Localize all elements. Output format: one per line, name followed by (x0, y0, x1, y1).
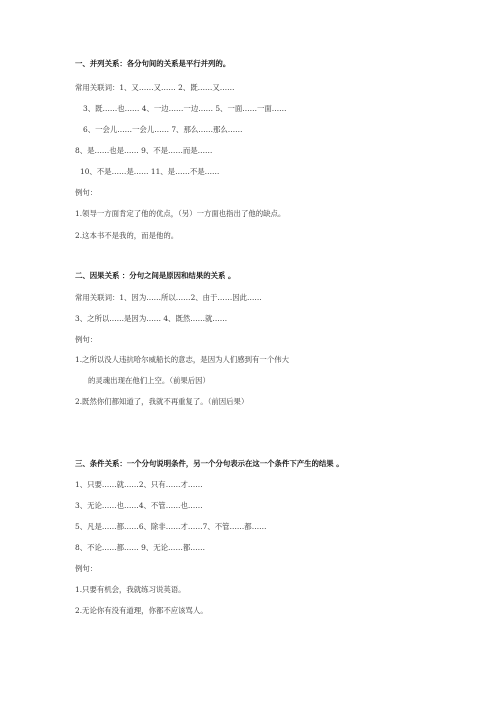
example-label: 例句： (75, 188, 98, 197)
connective-line: 10、不是……是…… 11、是……不是…… (80, 167, 220, 176)
example-label: 例句： (75, 335, 98, 344)
section-heading: 三、条件关系：一个分句说明条件，另一个分句表示在这一个条件下产生的结果 。 (75, 459, 344, 468)
example-sentence: 1.只要有机会，我就练习说英语。 (75, 585, 186, 594)
section-heading: 一、并列关系：各分句间的关系是平行并列的。 (75, 59, 231, 68)
connective-line: 常用关联词：1、又……又…… 2、既……又…… (75, 83, 235, 92)
connective-line: 5、凡是……都……6、除非……才……7、不管……都…… (75, 522, 267, 531)
example-sentence: 1.之所以没人违抗哈尔威船长的意志，是因为人们感到有一个伟大 (75, 355, 289, 364)
section-heading: 二、因果关系 ：分句之间是原因和结果的关系 。 (75, 271, 236, 280)
connective-line: 1、只要……就……2、只有……才…… (75, 480, 203, 489)
connective-line: 3、无论……也……4、不管……也…… (75, 501, 203, 510)
connective-line: 6、一会儿……一会儿…… 7、那么……那么…… (83, 125, 243, 134)
example-sentence: 2.无论你有没有道理，你都不应该骂人。 (75, 606, 208, 615)
connective-line: 3、之所以……是因为…… 4、既然……就…… (75, 314, 228, 323)
example-sentence: 1.领导一方面肯定了他的优点，（另）一方面也指出了他的缺点。 (75, 209, 286, 218)
connective-line: 常用关联词：1、因为……所以……2、由于……因此…… (75, 293, 262, 302)
connective-line: 3、既……也…… 4、一边……一边…… 5、一面……一面…… (83, 104, 287, 113)
connective-line: 8、是……也是…… 9、不是……而是…… (75, 146, 213, 155)
example-label: 例句： (75, 564, 98, 573)
example-sentence: 2.既然你们都知道了，我就不再重复了。（前因后果） (75, 397, 249, 406)
example-sentence: 2.这本书不是我的，而是他的。 (75, 231, 179, 240)
example-sentence-continuation: 的灵魂出现在他们上空。（前果后因） (88, 376, 210, 385)
connective-line: 8、不论……都…… 9、无论……都…… (75, 543, 206, 552)
